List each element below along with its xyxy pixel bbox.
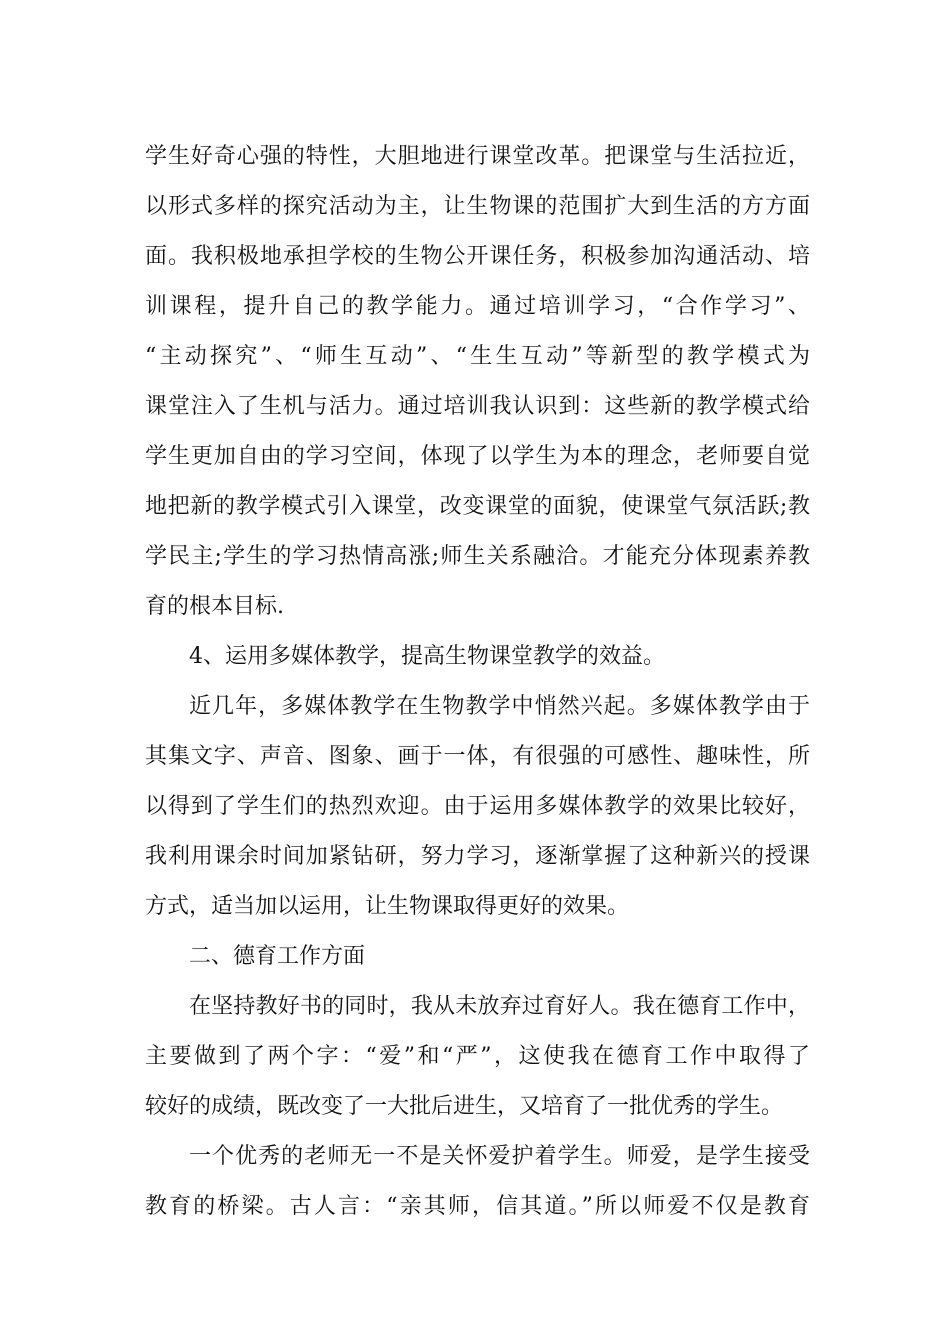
text-line: “主动探究”、“师生互动”、“生生互动”等新型的教学模式为: [145, 344, 810, 369]
text-line: 课堂注入了生机与活力。通过培训我认识到：这些新的教学模式给: [145, 394, 810, 419]
text-line: 学生更加自由的学习空间，体现了以学生为本的理念，老师要自觉: [145, 444, 810, 469]
text-line: 教育的桥梁。古人言：“亲其师，信其道。”所以师爱不仅是教育: [145, 1194, 810, 1219]
text-line: 较好的成绩，既改变了一大批后进生，又培育了一批优秀的学生。: [145, 1094, 784, 1119]
text-line: 其集文字、声音、图象、画于一体，有很强的可感性、趣味性，所: [145, 744, 810, 769]
text-line: 地把新的教学模式引入课堂，改变课堂的面貌，使课堂气氛活跃;教: [145, 494, 810, 519]
text-line: 方式，适当加以运用，让生物课取得更好的效果。: [145, 894, 630, 919]
text-line: 学生好奇心强的特性，大胆地进行课堂改革。把课堂与生活拉近，: [145, 144, 810, 169]
text-line: 以得到了学生们的热烈欢迎。由于运用多媒体教学的效果比较好，: [145, 794, 810, 819]
text-line: 以形式多样的探究活动为主，让生物课的范围扩大到生活的方方面: [145, 194, 810, 219]
text-line: 在坚持教好书的同时，我从未放弃过育好人。我在德育工作中，: [189, 994, 810, 1019]
text-line: 一个优秀的老师无一不是关怀爱护着学生。师爱，是学生接受: [189, 1144, 810, 1169]
text-line: 我利用课余时间加紧钻研，努力学习，逐渐掌握了这种新兴的授课: [145, 844, 810, 869]
text-line: 育的根本目标.: [145, 594, 284, 619]
text-line: 面。我积极地承担学校的生物公开课任务，积极参加沟通活动、培: [145, 244, 810, 269]
text-line: 学民主;学生的学习热情高涨;师生关系融洽。才能充分体现素养教: [145, 544, 810, 569]
section-heading: 4、运用多媒体教学，提高生物课堂教学的效益。: [189, 644, 665, 669]
text-line: 近几年，多媒体教学在生物教学中悄然兴起。多媒体教学由于: [189, 694, 810, 719]
text-line: 主要做到了两个字：“爱”和“严”，这使我在德育工作中取得了: [145, 1044, 810, 1069]
document-body: [145, 132, 810, 1232]
text-line: 训课程，提升自己的教学能力。通过培训学习，“合作学习”、: [145, 294, 810, 319]
section-heading: 二、德育工作方面: [189, 944, 366, 969]
